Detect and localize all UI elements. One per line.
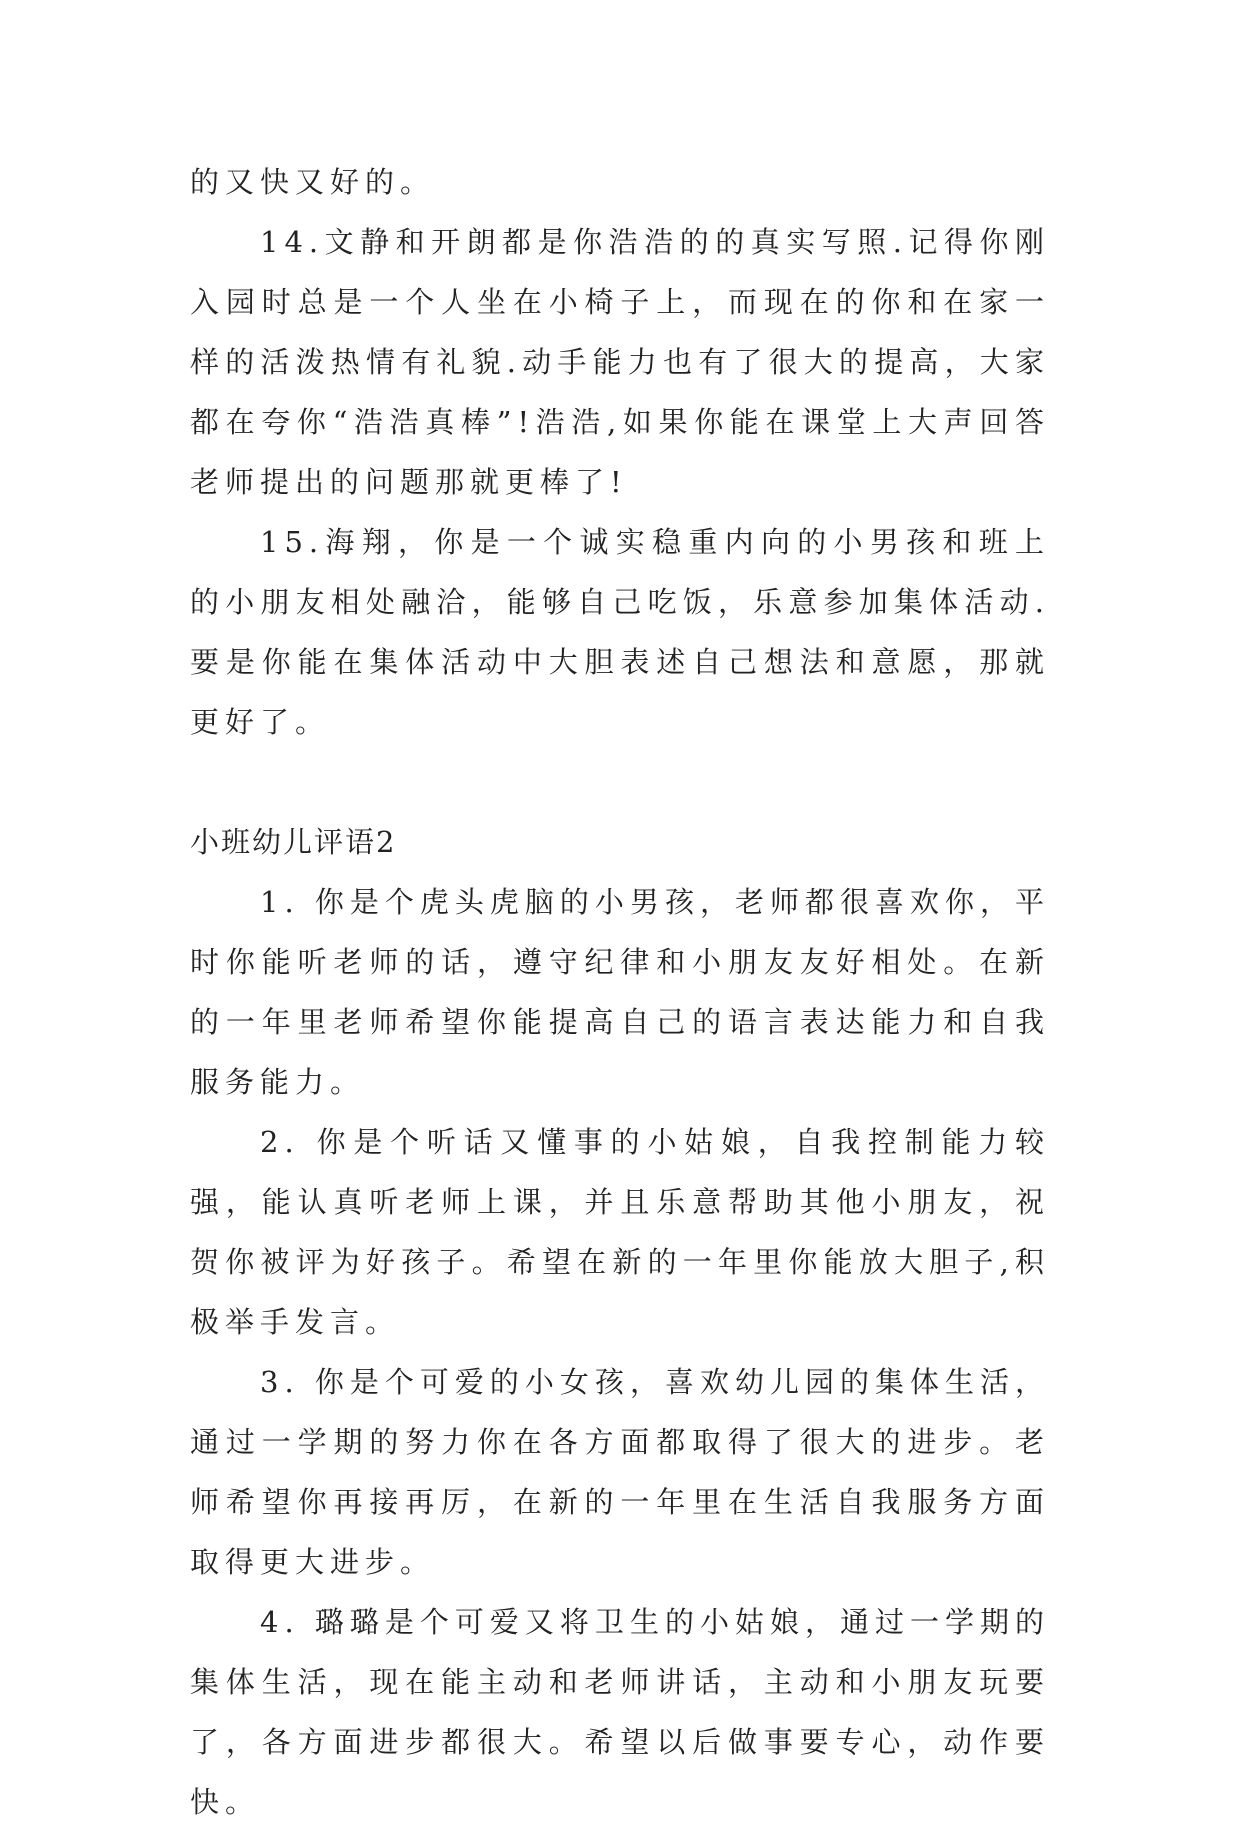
paragraph-comment-14: 14.文静和开朗都是你浩浩的的真实写照.记得你刚入园时总是一个人坐在小椅子上，而现在的你和在家一样的活泼热情有礼貌.动手能力也有了很大的提高，大家都在夸你“浩浩真棒”!浩浩,如果你能在课堂上大声回答老师提出的问题那就更棒了! (190, 225, 1050, 499)
section-heading: 小班幼儿评语2 (190, 825, 397, 859)
paragraph-comment-4: 4. 璐璐是个可爱又将卫生的小姑娘，通过一学期的集体生活，现在能主动和老师讲话，主动和小朋友玩要了，各方面进步都很大。希望以后做事要专心，动作要快。 (190, 1605, 1050, 1819)
document-body (190, 152, 1050, 1832)
paragraph-continuation: 的又快又好的。 (190, 165, 436, 199)
paragraph-comment-1: 1. 你是个虎头虎脑的小男孩，老师都很喜欢你，平时你能听老师的话，遵守纪律和小朋友友好相处。在新的一年里老师希望你能提高自己的语言表达能力和自我服务能力。 (190, 885, 1050, 1099)
paragraph-comment-3: 3. 你是个可爱的小女孩，喜欢幼儿园的集体生活，通过一学期的努力你在各方面都取得了很大的进步。老师希望你再接再厉，在新的一年里在生活自我服务方面取得更大进步。 (190, 1365, 1050, 1579)
paragraph-comment-2: 2. 你是个听话又懂事的小姑娘，自我控制能力较强，能认真听老师上课，并且乐意帮助其他小朋友，祝贺你被评为好孩子。希望在新的一年里你能放大胆子,积极举手发言。 (190, 1125, 1050, 1339)
paragraph-comment-15: 15.海翔，你是一个诚实稳重内向的小男孩和班上的小朋友相处融洽，能够自己吃饭，乐意参加集体活动.要是你能在集体活动中大胆表述自己想法和意愿，那就更好了。 (190, 525, 1050, 739)
